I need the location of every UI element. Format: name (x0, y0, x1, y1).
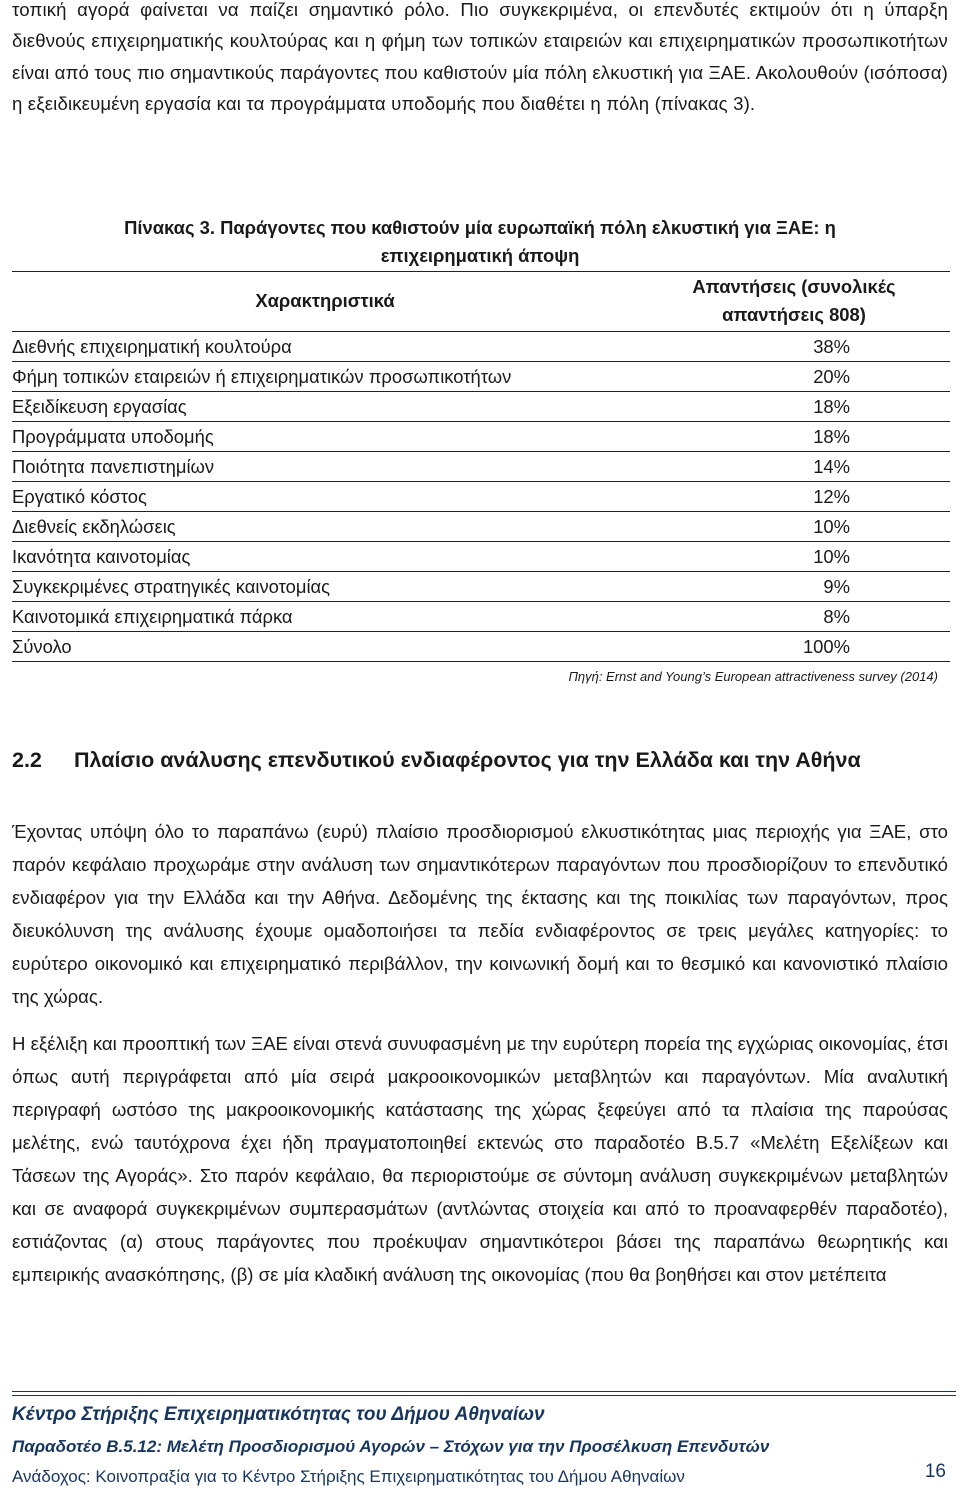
row-value: 14% (638, 452, 950, 482)
row-label: Προγράμματα υποδομής (12, 422, 638, 452)
table-row (12, 482, 950, 512)
row-value: 10% (638, 542, 950, 572)
row-value: 20% (638, 362, 950, 392)
row-label: Φήμη τοπικών εταιρειών ή επιχειρηματικών προσωπικοτήτων (12, 362, 638, 392)
table-caption-line-1: Πίνακας 3. Παράγοντες που καθιστούν μία ευρωπαϊκή πόλη ελκυστική για ΞΑΕ: η (124, 217, 836, 238)
header-characteristics: Χαρακτηριστικά (12, 272, 638, 332)
row-value: 18% (638, 392, 950, 422)
table-row (12, 572, 950, 602)
page-number: 16 (924, 1461, 946, 1482)
table-source: Πηγή: Ernst and Young’s European attractiveness survey (2014) (568, 668, 938, 684)
row-label: Ικανότητα καινοτομίας (12, 542, 638, 572)
table-caption-line-2: επιχειρηματική άποψη (380, 245, 580, 266)
row-value: 9% (638, 572, 950, 602)
section-title: Πλαίσιο ανάλυσης επενδυτικού ενδιαφέροντος για την Ελλάδα και την Αθήνα (74, 748, 861, 772)
table-row (12, 332, 950, 362)
table-row (12, 362, 950, 392)
table-row (12, 512, 950, 542)
table-row (12, 452, 950, 482)
section-heading (12, 745, 861, 775)
footer-deliverable: Παραδοτέο Β.5.12: Μελέτη Προσδιορισμού Αγορών – Στόχων για την Προσέλκυση Επενδυτών (12, 1437, 770, 1456)
table-row (12, 392, 950, 422)
header-responses-line-2: απαντήσεις 808) (722, 304, 866, 325)
footer-organization: Κέντρο Στήριξης Επιχειρηματικότητας του Δήμου Αθηναίων (12, 1404, 545, 1425)
header-responses-line-1: Απαντήσεις (συνολικές (692, 276, 896, 297)
row-value: 38% (638, 332, 950, 362)
row-value: 10% (638, 512, 950, 542)
table-row (12, 602, 950, 632)
row-label: Εργατικό κόστος (12, 482, 638, 512)
intro-paragraph: τοπική αγορά φαίνεται να παίζει σημαντικό ρόλο. Πιο συγκεκριμένα, οι επενδυτές εκτιμούν ότι η ύπαρξη διεθνούς επιχειρηματικής κουλτούρας και η φήμη των τοπικών εταιρειών και επιχειρηματικών προσωπικοτήτων είναι από τους πιο σημαντικούς παράγοντες που καθιστούν μία πόλη ελκυστική για ΞΑΕ. Ακολουθούν (ισόποσα) η εξειδικευμένη εργασία και τα προγράμματα υποδομής που διαθέτει η πόλη (πίνακας 3). (12, 0, 949, 114)
row-label: Ποιότητα πανεπιστημίων (12, 452, 638, 482)
total-value: 100% (638, 632, 950, 662)
factors-table (12, 271, 950, 691)
row-value: 18% (638, 422, 950, 452)
row-label: Εξειδίκευση εργασίας (12, 392, 638, 422)
header-responses (638, 272, 950, 332)
body-paragraph-2: Η εξέλιξη και προοπτική των ΞΑΕ είναι στενά συνυφασμένη με την ευρύτερη πορεία της εγχώριας οικονομίας, έτσι όπως αυτή περιγράφεται από μία σειρά μακροοικονομικών μεταβλητών και παραγόντων. Μία αναλυτική περιγραφή ωστόσο της μακροοικονομικής κατάστασης της χώρας ξεφεύγει από τα πλαίσια της παρούσας μελέτης, ενώ ταυτόχρονα έχει ήδη πραγματοποιηθεί εκτενώς στο παραδοτέο Β.5.7 «Μελέτη Εξελίξεων και Τάσεων της Αγοράς». Στο παρόν κεφάλαιο, θα περιοριστούμε σε σύντομη ανάλυση συγκεκριμένων μεταβλητών και σε αναφορά συγκεκριμένων συμπερασμάτων (αντλώντας στοιχεία και από το προαναφερθέν παραδοτέο), εστιάζοντας (α) στους παράγοντες που προέκυψαν σημαντικότεροι βάσει της παραπάνω θεωρητικής και εμπειρικής ανασκόπησης, (β) σε μία κλαδική ανάλυση της οικονομίας (που θα βοηθήσει και στον μετέπειτα (12, 1033, 948, 1285)
table-caption (12, 214, 948, 270)
row-label: Διεθνής επιχειρηματική κουλτούρα (12, 332, 638, 362)
total-label: Σύνολο (12, 632, 638, 662)
body-paragraph-1: Έχοντας υπόψη όλο το παραπάνω (ευρύ) πλαίσιο προσδιορισμού ελκυστικότητας μιας περιοχής για ΞΑΕ, στο παρόν κεφάλαιο προχωράμε στην ανάλυση των σημαντικότερων παραγόντων που προσδιορίζουν το επενδυτικό ενδιαφέρον για την Ελλάδα και την Αθήνα. Δεδομένης της έκτασης και της ποικιλίας των παραγόντων, προς διευκόλυνση της ανάλυσης έχουμε ομαδοποιήσει τα πεδία ενδιαφέροντος σε τρεις μεγάλες κατηγορίες: το ευρύτερο οικονομικό και επιχειρηματικό περιβάλλον, την κοινωνική δομή και το θεσμικό και κανονιστικό πλαίσιο της χώρας. (12, 821, 948, 1007)
section-number: 2.2 (12, 748, 42, 772)
row-label: Καινοτομικά επιχειρηματικά πάρκα (12, 602, 638, 632)
table-total-row (12, 632, 950, 662)
table-row (12, 542, 950, 572)
footer-contractor: Ανάδοχος: Κοινοπραξία για το Κέντρο Στήριξης Επιχειρηματικότητας του Δήμου Αθηναίων (12, 1467, 685, 1486)
footer-divider (12, 1391, 956, 1396)
table-row (12, 422, 950, 452)
table-header-row (12, 272, 950, 332)
row-value: 12% (638, 482, 950, 512)
row-value: 8% (638, 602, 950, 632)
table-source-row (12, 662, 950, 692)
row-label: Συγκεκριμένες στρατηγικές καινοτομίας (12, 572, 638, 602)
row-label: Διεθνείς εκδηλώσεις (12, 512, 638, 542)
